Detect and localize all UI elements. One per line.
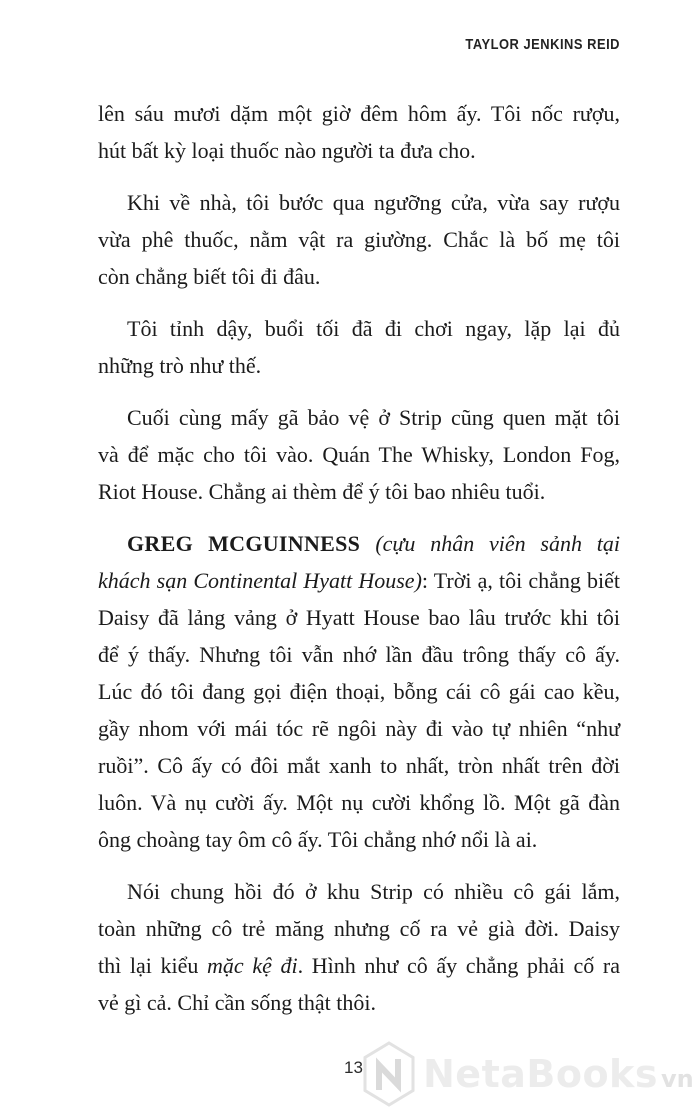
text-run: ruồi”. Cô ấy có đôi mắt xanh to nhất, tròn nhất trên đời	[98, 753, 620, 778]
text-run: thì lại kiểu	[98, 953, 208, 978]
text-line	[98, 710, 620, 747]
text-run: Khi về nhà, tôi bước qua ngưỡng cửa, vừa say rượu	[127, 190, 620, 215]
text-line	[98, 258, 620, 295]
text-run: và để mặc cho tôi vào. Quán The Whisky, London Fog,	[98, 442, 620, 467]
text-line	[98, 673, 620, 710]
text-line	[98, 636, 620, 673]
text-run: hút bất kỳ loại thuốc nào người ta đưa cho.	[98, 138, 476, 163]
text-line	[98, 436, 620, 473]
text-run: vẻ gì cả. Chỉ cần sống thật thôi.	[98, 990, 376, 1015]
text-run: để ý thấy. Nhưng tôi vẫn nhớ lần đầu trông thấy cô ấy.	[98, 642, 620, 667]
text-line	[98, 310, 620, 347]
text-run: . Hình như cô ấy chẳng phải cố ra	[297, 953, 621, 978]
text-run: luôn. Và nụ cười ấy. Một nụ cười khổng lồ. Một gã đàn	[98, 790, 620, 815]
text-line	[98, 221, 620, 258]
text-run: những trò như thế.	[98, 353, 262, 378]
text-line	[98, 184, 620, 221]
text-line	[98, 873, 620, 910]
paragraph	[98, 310, 620, 384]
paragraph	[98, 873, 620, 1021]
running-head-author: TAYLOR JENKINS REID	[465, 36, 620, 53]
text-line	[98, 984, 620, 1021]
text-line	[98, 910, 620, 947]
text-run: còn chẳng biết tôi đi đâu.	[98, 264, 321, 289]
text-line	[98, 562, 620, 599]
paragraph	[98, 399, 620, 510]
page-body	[98, 95, 620, 1021]
text-run: Tôi tỉnh dậy, buổi tối đã đi chơi ngay, lặp lại đủ	[127, 316, 620, 341]
text-run: Riot House. Chẳng ai thèm để ý tôi bao nhiêu tuổi.	[98, 479, 546, 504]
netabooks-hexagon-n-icon	[362, 1040, 416, 1108]
text-run: Lúc đó tôi đang gọi điện thoại, bỗng cái cô gái cao kều,	[98, 679, 620, 704]
text-line	[98, 947, 620, 984]
page-number: 13	[344, 1058, 363, 1077]
italic-run: mặc kệ đi	[207, 953, 298, 978]
watermark-text	[423, 1052, 694, 1096]
bold-run: GREG MCGUINNESS	[127, 531, 376, 556]
text-line	[98, 95, 620, 132]
italic-run: (cựu nhân viên sảnh tại	[375, 531, 620, 556]
text-run: : Trời ạ, tôi chẳng biết	[421, 568, 620, 593]
text-line	[98, 347, 620, 384]
text-run: Daisy đã lảng vảng ở Hyatt House bao lâu trước khi tôi	[98, 605, 620, 630]
text-line	[98, 525, 620, 562]
text-line	[98, 747, 620, 784]
italic-run: khách sạn Continental Hyatt House)	[98, 568, 422, 593]
text-run: ông choàng tay ôm cô ấy. Tôi chẳng nhớ nổi là ai.	[98, 827, 538, 852]
text-line	[98, 784, 620, 821]
text-line	[98, 599, 620, 636]
text-run: Nói chung hồi đó ở khu Strip có nhiều cô gái lắm,	[127, 879, 620, 904]
text-run: vừa phê thuốc, nằm vật ra giường. Chắc là bố mẹ tôi	[98, 227, 620, 252]
text-line	[98, 399, 620, 436]
paragraph	[98, 95, 620, 169]
watermark-brand: NetaBooks	[423, 1052, 658, 1096]
text-line	[98, 821, 620, 858]
watermark	[362, 1040, 694, 1108]
text-run: lên sáu mươi dặm một giờ đêm hôm ấy. Tôi nốc rượu,	[98, 101, 620, 126]
paragraph	[98, 525, 620, 858]
text-run: toàn những cô trẻ măng nhưng cố ra vẻ già đời. Daisy	[98, 916, 620, 941]
text-line	[98, 132, 620, 169]
text-run: gầy nhom với mái tóc rẽ ngôi này đi vào tự nhiên “như	[98, 716, 620, 741]
watermark-tld: vn	[660, 1065, 694, 1093]
text-run: Cuối cùng mấy gã bảo vệ ở Strip cũng quen mặt tôi	[127, 405, 620, 430]
paragraph	[98, 184, 620, 295]
text-line	[98, 473, 620, 510]
